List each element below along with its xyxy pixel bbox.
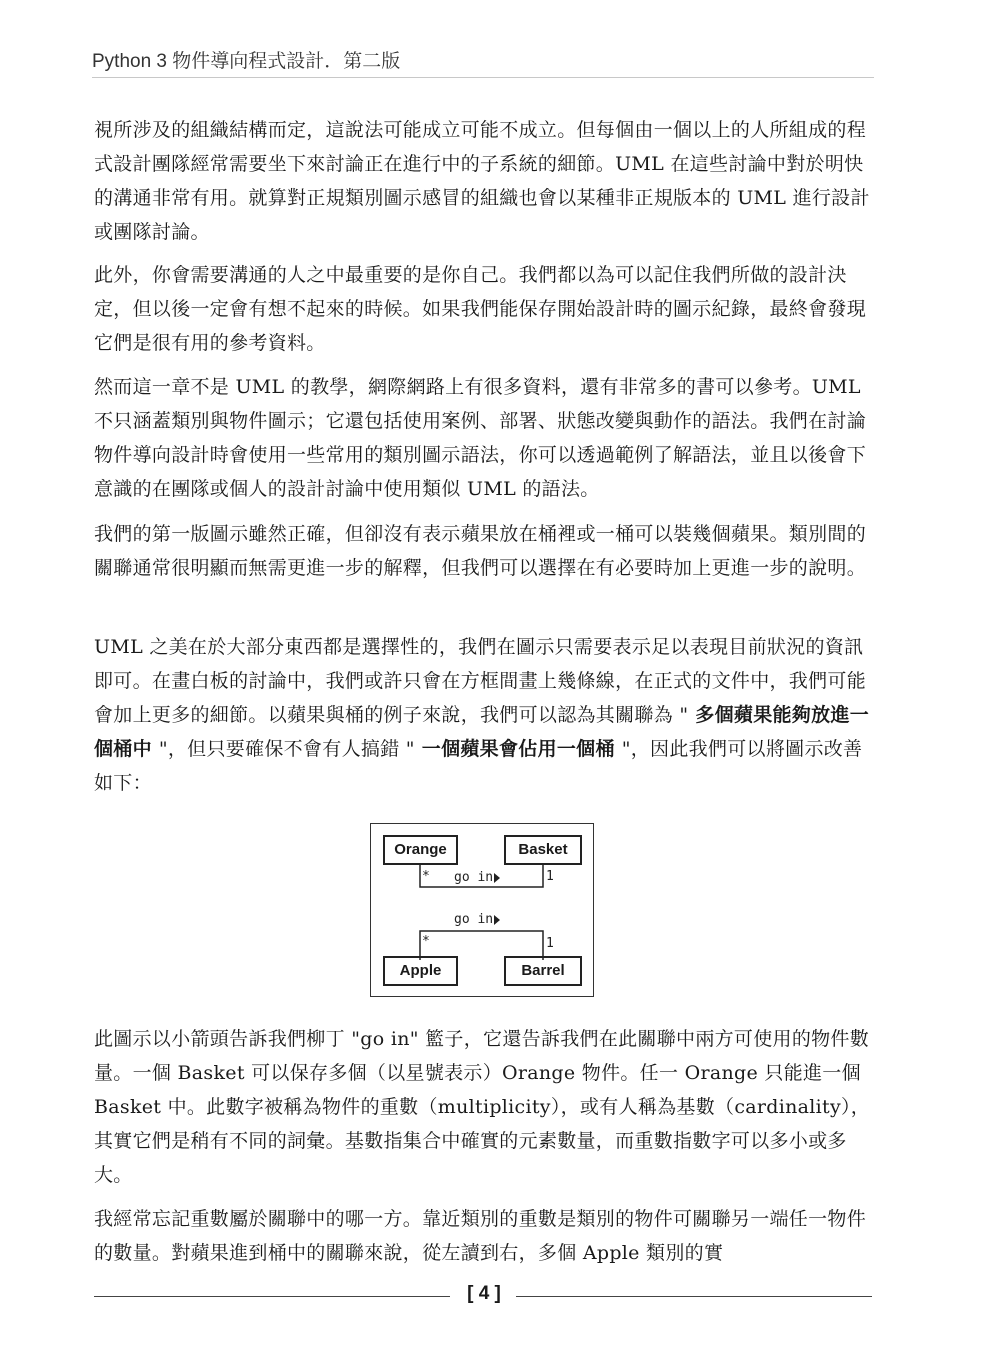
direction-arrow-icon (494, 915, 500, 925)
paragraph-4: 我們的第一版圖示雖然正確，但卻沒有表示蘋果放在桶裡或一桶可以裝幾個蘋果。類別間的關聯通常很明顯而無需更進一步的解釋，但我們可以選擇在有必要時加上更進一步的說明。 (94, 523, 867, 579)
paragraph-5-bold-a: 多個蘋果能夠放進一個桶中 (94, 704, 870, 760)
running-header: Python 3 物件導向程式設計．第二版 (92, 51, 401, 72)
paragraph-5-text-a: UML 之美在於大部分東西都是選擇性的，我們在圖示只需要表示足以表現目前狀況的資訊即可。在畫白板的討論中，我們或許只會在方框間畫上幾條線，在正式的文件中，我們可能會加上更多的細節。以蘋果與桶的例子來說，我們可以認為其關聯為 " (94, 636, 867, 726)
top-right-multiplicity: 1 (546, 869, 554, 884)
bottom-left-multiplicity: * (422, 934, 430, 949)
top-association-label (454, 870, 500, 885)
paragraph-2: 此外，你會需要溝通的人之中最重要的是你自己。我們都以為可以記住我們所做的設計決定，但以後一定會有想不起來的時候。如果我們能保存開始設計時的圖示紀錄，最終會發現它們是很有用的參考資料。 (94, 264, 867, 354)
class-basket: Basket (504, 835, 582, 865)
paragraph-5 (94, 630, 872, 800)
bottom-right-multiplicity: 1 (546, 936, 554, 951)
paragraph-5-bold-b: 一個蘋果會佔用一個桶 (414, 738, 622, 760)
direction-arrow-icon (494, 873, 500, 883)
page-number: [ 4 ] (467, 1283, 501, 1304)
paragraph-6: 此圖示以小箭頭告訴我們柳丁 "go in" 籃子，它還告訴我們在此關聯中兩方可使用的物件數量。一個 Basket 可以保存多個（以星號表示）Orange 物件。任一 Orange 只能進一個 Basket 中。此數字被稱為物件的重數（multiplicity），或有人稱為基數（cardinality），其實它們是稍有不同的詞彙。基數指集合中確實的元素數量，而重數指數字可以多小或多大。 (94, 1028, 871, 1186)
paragraph-1: 視所涉及的組織結構而定，這說法可能成立可能不成立。但每個由一個以上的人所組成的程式設計團隊經常需要坐下來討論正在進行中的子系統的細節。UML 在這些討論中對於明快的溝通非常有用。就算對正規類別圖示感冒的組織也會以某種非正規版本的 UML 進行設計或團隊討論。 (94, 119, 870, 243)
paragraph-7: 我經常忘記重數屬於關聯中的哪一方。靠近類別的重數是類別的物件可關聯另一端任一物件的數量。對蘋果進到桶中的關聯來說，從左讀到右，多個 Apple 類別的實 (94, 1208, 867, 1264)
uml-diagram (370, 823, 594, 997)
top-left-multiplicity: * (422, 869, 430, 884)
class-apple: Apple (383, 956, 458, 986)
paragraph-3: 然而這一章不是 UML 的教學，網際網路上有很多資料，還有非常多的書可以參考。UML 不只涵蓋類別與物件圖示；它還包括使用案例、部署、狀態改變與動作的語法。我們在討論物件導向設計時會使用一些常用的類別圖示語法，你可以透過範例了解語法，並且以後會下意識的在團隊或個人的設計討論中使用類似 UML 的語法。 (94, 376, 867, 500)
footer-rule-right (516, 1296, 872, 1297)
paragraph-5-text-d: "，因此我們可以將圖示改善如下： (94, 738, 863, 794)
footer-rule-left (94, 1296, 450, 1297)
bottom-association-text: go in (454, 912, 494, 927)
header-rule (92, 77, 874, 78)
class-barrel: Barrel (504, 956, 582, 986)
paragraph-5-text-c: "，但只要確保不會有人搞錯 " (158, 738, 415, 760)
class-orange: Orange (383, 835, 458, 865)
bottom-association-label (454, 912, 500, 927)
top-association-text: go in (454, 870, 494, 885)
